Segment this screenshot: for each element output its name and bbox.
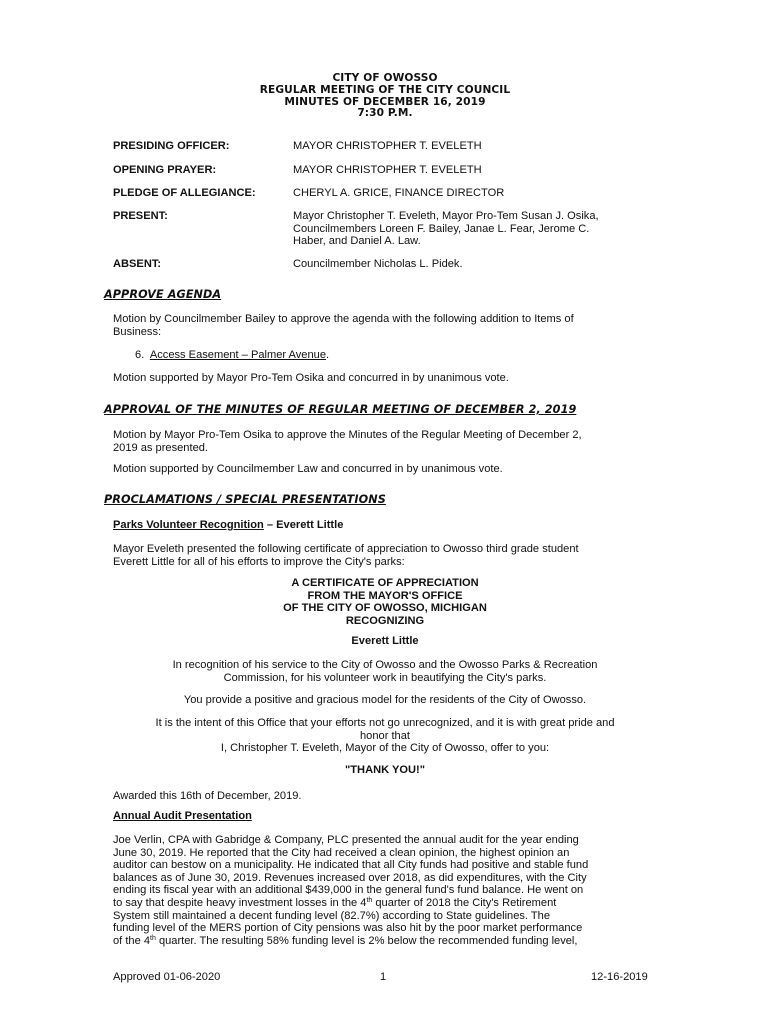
- certificate-title-line: FROM THE MAYOR'S OFFICE: [307, 589, 463, 602]
- certificate-paragraph: [0, 659, 770, 684]
- opening-prayer-label: OPENING PRAYER:: [113, 164, 217, 176]
- audit-line: [113, 935, 658, 948]
- audit-text: quarter of 2018 the City's Retirement: [372, 896, 557, 909]
- audit-line: [113, 897, 658, 910]
- ordinal-suffix: th: [366, 896, 373, 904]
- title-city: CITY OF OWOSSO: [332, 72, 438, 84]
- certificate-line: I, Christopher T. Eveleth, Mayor of the City of Owosso, offer to you:: [220, 742, 550, 755]
- audit-line: Joe Verlin, CPA with Gabridge & Company, PLC presented the annual audit for the year ending: [113, 834, 579, 846]
- audit-text: quarter. The resulting 58% funding level is 2% below the recommended funding level,: [155, 934, 578, 947]
- audit-line: balances as of June 30, 2019. Revenues increased over 2018, as did expenditures, with the City: [113, 871, 587, 884]
- item-number: 6.: [135, 349, 145, 361]
- certificate-title: [0, 577, 770, 627]
- audit-paragraph: [113, 834, 658, 947]
- parks-volunteer-subheading: [113, 519, 658, 532]
- footer-date: 12-16-2019: [591, 971, 648, 983]
- opening-prayer-value: MAYOR CHRISTOPHER T. EVELETH: [293, 164, 482, 176]
- certificate-title-line: A CERTIFICATE OF APPRECIATION: [291, 577, 479, 589]
- motion-line: Business:: [113, 325, 162, 338]
- subheading-rest: – Everett Little: [263, 519, 344, 531]
- absent-label: ABSENT:: [113, 258, 162, 270]
- certificate-title-line: OF THE CITY OF OWOSSO, MICHIGAN: [283, 602, 487, 615]
- present-line: Haber, and Daniel A. Law.: [293, 235, 421, 248]
- present-value: [293, 210, 653, 248]
- footer-page-number: 1: [380, 971, 387, 983]
- approve-agenda-heading: APPROVE AGENDA: [104, 288, 222, 301]
- audit-subheading: [113, 810, 658, 823]
- intro-line: Everett Little for all of his efforts to improve the City's parks:: [113, 555, 405, 568]
- title-meeting: REGULAR MEETING OF THE CITY COUNCIL: [259, 83, 511, 96]
- certificate-thanks: "THANK YOU!": [345, 764, 425, 776]
- audit-line: June 30, 2019. He reported that the City had received a clean opinion, the highest opinion an: [113, 846, 570, 859]
- certificate-line: In recognition of his service to the City of Owosso and the Owosso Parks & Recreation: [172, 659, 598, 671]
- audit-line: System still maintained a decent funding level (82.7%) according to State guidelines. The: [113, 909, 551, 922]
- subheading-title: Parks Volunteer Recognition: [113, 519, 264, 531]
- motion-line: Motion by Mayor Pro-Tem Osika to approve the Minutes of the Regular Meeting of December 2,: [113, 429, 582, 441]
- document-title: [0, 73, 770, 120]
- audit-text: to say that despite heavy investment losses in the 4: [113, 896, 367, 909]
- agenda-addition-item: [135, 349, 635, 362]
- approval-minutes-support: Motion supported by Councilmember Law and concurred in by unanimous vote.: [113, 463, 503, 475]
- audit-text: of the 4: [113, 934, 151, 947]
- proclamations-heading: PROCLAMATIONS / SPECIAL PRESENTATIONS: [104, 493, 386, 506]
- motion-line: 2019 as presented.: [113, 441, 208, 454]
- certificate-line: honor that: [360, 729, 410, 742]
- certificate-honoree: Everett Little: [351, 635, 419, 647]
- certificate-paragraph: [0, 717, 770, 755]
- item-text: Access Easement – Palmer Avenue: [149, 349, 326, 361]
- audit-line: funding level of the MERS portion of City pensions was also hit by the poor market performance: [113, 922, 583, 935]
- title-minutes-date: MINUTES OF DECEMBER 16, 2019: [284, 95, 486, 108]
- present-line: Mayor Christopher T. Eveleth, Mayor Pro-Tem Susan J. Osika,: [293, 210, 599, 222]
- present-label: PRESENT:: [113, 210, 168, 222]
- certificate-line: Commission, for his volunteer work in beautifying the City's parks.: [223, 671, 547, 684]
- approve-agenda-support: Motion supported by Mayor Pro-Tem Osika and concurred in by unanimous vote.: [113, 372, 509, 384]
- title-time: 7:30 P.M.: [357, 107, 413, 120]
- approval-minutes-motion: [113, 429, 658, 454]
- absent-value: Councilmember Nicholas L. Pidek.: [293, 258, 463, 270]
- proclamation-intro: [113, 543, 658, 568]
- intro-line: Mayor Eveleth presented the following certificate of appreciation to Owosso third grade student: [113, 543, 579, 555]
- audit-line: ending its fiscal year with an additional $439,000 in the general fund's fund balance. He went on: [113, 884, 584, 897]
- audit-subheading-title: Annual Audit Presentation: [113, 810, 252, 822]
- pledge-label: PLEDGE OF ALLEGIANCE:: [113, 187, 256, 199]
- approve-agenda-motion: [113, 313, 658, 338]
- motion-line: Motion by Councilmember Bailey to approve the agenda with the following addition to Items of: [113, 313, 574, 325]
- ordinal-suffix: th: [150, 934, 156, 942]
- pledge-value: CHERYL A. GRICE, FINANCE DIRECTOR: [293, 187, 505, 199]
- footer-approved: Approved 01-06-2020: [113, 971, 221, 983]
- awarded-date: Awarded this 16th of December, 2019.: [113, 790, 302, 802]
- presiding-officer-value: MAYOR CHRISTOPHER T. EVELETH: [293, 140, 482, 152]
- certificate-line: It is the intent of this Office that your efforts not go unrecognized, and it is with great pride and: [155, 717, 615, 729]
- certificate-paragraph: You provide a positive and gracious model for the residents of the City of Owosso.: [183, 694, 587, 706]
- audit-line: auditor can bestow on a municipality. He indicated that all City funds had positive and stable fund: [113, 859, 589, 872]
- item-end: .: [325, 349, 330, 361]
- presiding-officer-label: PRESIDING OFFICER:: [113, 140, 230, 152]
- certificate-title-line: RECOGNIZING: [345, 614, 425, 627]
- present-line: Councilmembers Loreen F. Bailey, Janae L. Fear, Jerome C.: [293, 222, 590, 235]
- approval-minutes-heading: APPROVAL OF THE MINUTES OF REGULAR MEETING OF DECEMBER 2, 2019: [104, 403, 577, 416]
